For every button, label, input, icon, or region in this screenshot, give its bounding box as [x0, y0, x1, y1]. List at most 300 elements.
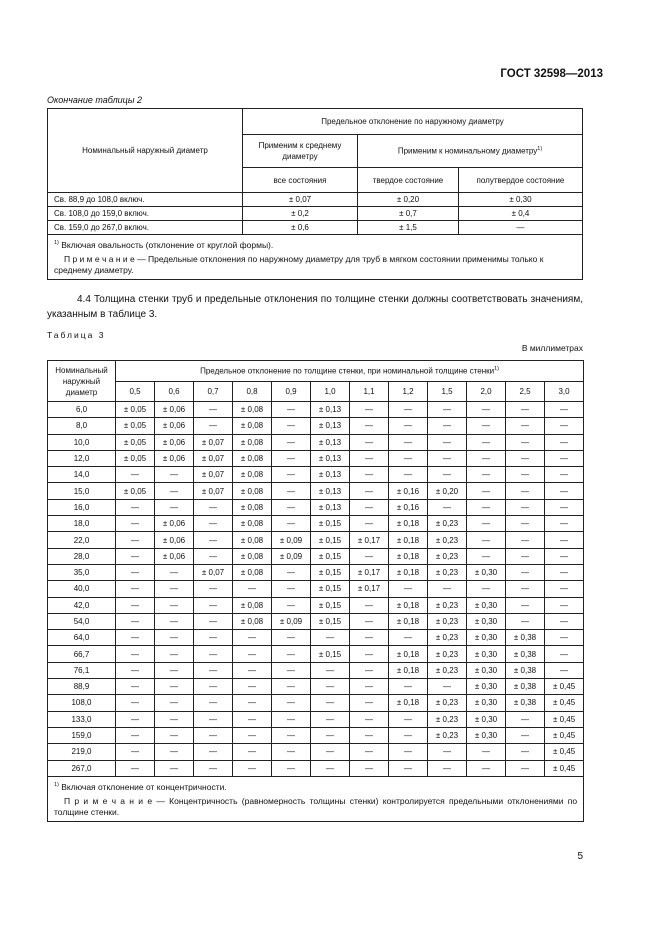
t3-value-cell: —	[155, 695, 194, 711]
table-row	[48, 499, 584, 515]
t3-value-cell: —	[155, 467, 194, 483]
t3-value-cell: —	[350, 499, 389, 515]
table-row	[48, 450, 584, 466]
t3-value-cell: —	[389, 467, 428, 483]
t3-thickness-header: 1,1	[350, 381, 389, 402]
t3-value-cell: ± 0,07	[194, 450, 233, 466]
t3-value-cell: —	[116, 630, 155, 646]
t3-value-cell: ± 0,13	[311, 402, 350, 418]
t3-value-cell: —	[272, 483, 311, 499]
t3-value-cell: —	[116, 760, 155, 776]
t3-value-cell: ± 0,09	[272, 532, 311, 548]
t3-value-cell: —	[272, 711, 311, 727]
t3-thickness-header: 0,7	[194, 381, 233, 402]
t3-diameter-cell: 159,0	[48, 727, 116, 743]
t3-value-cell: —	[272, 581, 311, 597]
t3-value-cell: —	[272, 646, 311, 662]
t3-value-cell: —	[272, 727, 311, 743]
t3-value-cell: —	[155, 662, 194, 678]
t3-value-cell: ± 0,15	[311, 646, 350, 662]
t3-diameter-cell: 108,0	[48, 695, 116, 711]
table-row	[48, 402, 584, 418]
t3-value-cell: —	[116, 662, 155, 678]
t3-value-cell: ± 0,20	[428, 483, 467, 499]
t3-value-cell: —	[428, 450, 467, 466]
t3-value-cell: —	[428, 434, 467, 450]
t3-diameter-cell: 40,0	[48, 581, 116, 597]
t3-diameter-cell: 18,0	[48, 516, 116, 532]
t3-value-cell: —	[194, 418, 233, 434]
t3-value-cell: —	[272, 597, 311, 613]
t3-value-cell: —	[545, 450, 584, 466]
t3-value-cell: ± 0,15	[311, 613, 350, 629]
t3-value-cell: —	[545, 630, 584, 646]
t3-value-cell: ± 0,17	[350, 532, 389, 548]
t3-value-cell: ± 0,05	[116, 418, 155, 434]
t3-value-cell: ± 0,05	[116, 402, 155, 418]
t3-value-cell: —	[506, 613, 545, 629]
t2-notes	[48, 235, 583, 280]
t3-value-cell: —	[350, 450, 389, 466]
t3-value-cell: —	[389, 679, 428, 695]
table-row	[48, 646, 584, 662]
t3-diameter-cell: 35,0	[48, 564, 116, 580]
t3-value-cell: —	[233, 695, 272, 711]
t3-value-cell: —	[116, 679, 155, 695]
t3-diameter-cell: 16,0	[48, 499, 116, 515]
t3-value-cell: —	[506, 499, 545, 515]
t3-value-cell: ± 0,18	[389, 597, 428, 613]
t3-value-cell: —	[233, 744, 272, 760]
t3-value-cell: —	[194, 581, 233, 597]
t3-value-cell: —	[272, 760, 311, 776]
t3-value-cell: ± 0,16	[389, 483, 428, 499]
t3-value-cell: —	[116, 711, 155, 727]
t3-diameter-cell: 28,0	[48, 548, 116, 564]
t3-value-cell: —	[428, 679, 467, 695]
t3-value-cell: ± 0,07	[194, 467, 233, 483]
t3-value-cell: —	[545, 548, 584, 564]
t3-value-cell: ± 0,45	[545, 679, 584, 695]
t3-value-cell: —	[194, 727, 233, 743]
t3-value-cell: —	[233, 760, 272, 776]
t3-value-cell: ± 0,13	[311, 467, 350, 483]
t3-value-cell: —	[506, 434, 545, 450]
t3-diameter-cell: 14,0	[48, 467, 116, 483]
table-row	[48, 434, 584, 450]
table2-continuation-label: Окончание таблицы 2	[47, 95, 142, 105]
t3-value-cell: ± 0,23	[428, 646, 467, 662]
t3-value-cell: —	[194, 402, 233, 418]
t3-value-cell: —	[194, 613, 233, 629]
t3-value-cell: —	[389, 760, 428, 776]
t3-value-cell: —	[272, 434, 311, 450]
t3-value-cell: —	[155, 630, 194, 646]
t3-value-cell: —	[272, 695, 311, 711]
t3-value-cell: ± 0,08	[233, 418, 272, 434]
t3-value-cell: —	[506, 760, 545, 776]
t3-value-cell: ± 0,15	[311, 581, 350, 597]
t3-value-cell: —	[428, 760, 467, 776]
t3-value-cell: —	[545, 434, 584, 450]
t3-value-cell: ± 0,30	[467, 597, 506, 613]
t3-value-cell: ± 0,18	[389, 516, 428, 532]
t3-value-cell: —	[389, 711, 428, 727]
t3-value-cell: —	[272, 516, 311, 532]
t3-value-cell: ± 0,38	[506, 662, 545, 678]
t3-value-cell: ± 0,08	[233, 597, 272, 613]
t2-col-semihard: полутвердое состояние	[458, 168, 582, 193]
t3-value-cell: —	[194, 679, 233, 695]
t3-value-cell: —	[194, 597, 233, 613]
t3-value-cell: ± 0,23	[428, 548, 467, 564]
t2-col-mean: Применим к среднему диаметру	[243, 135, 358, 168]
t3-value-cell: ± 0,18	[389, 613, 428, 629]
t3-diameter-cell: 8,0	[48, 418, 116, 434]
standard-number: ГОСТ 32598—2013	[500, 68, 603, 80]
t3-value-cell: ± 0,08	[233, 450, 272, 466]
t3-value-cell: —	[350, 418, 389, 434]
t3-value-cell: —	[545, 532, 584, 548]
t3-value-cell: —	[116, 532, 155, 548]
t3-value-cell: —	[350, 727, 389, 743]
t3-thickness-header: 2,5	[506, 381, 545, 402]
t3-value-cell: —	[311, 679, 350, 695]
t3-value-cell: —	[506, 483, 545, 499]
t3-diameter-cell: 267,0	[48, 760, 116, 776]
t3-notes	[48, 776, 584, 821]
t3-value-cell: —	[233, 679, 272, 695]
t3-value-cell: ± 0,15	[311, 548, 350, 564]
t3-value-cell: —	[350, 695, 389, 711]
t3-value-cell: ± 0,15	[311, 564, 350, 580]
t3-value-cell: ± 0,30	[467, 727, 506, 743]
t3-value-cell: ± 0,06	[155, 418, 194, 434]
t3-value-cell: —	[545, 597, 584, 613]
t3-value-cell: —	[116, 695, 155, 711]
t3-value-cell: —	[233, 711, 272, 727]
t3-value-cell: —	[428, 402, 467, 418]
t3-value-cell: ± 0,07	[194, 434, 233, 450]
t3-thickness-header: 1,0	[311, 381, 350, 402]
t3-value-cell: —	[194, 662, 233, 678]
t3-value-cell: —	[467, 402, 506, 418]
t3-value-cell: ± 0,08	[233, 613, 272, 629]
t3-value-cell: —	[467, 483, 506, 499]
t3-value-cell: —	[506, 516, 545, 532]
t3-value-cell: —	[350, 516, 389, 532]
t3-value-cell: —	[233, 581, 272, 597]
t3-value-cell: ± 0,06	[155, 548, 194, 564]
t3-value-cell: —	[272, 402, 311, 418]
t3-diameter-cell: 54,0	[48, 613, 116, 629]
t3-value-cell: —	[311, 760, 350, 776]
table-row: Св. 88,9 до 108,0 включ. ± 0,07 ± 0,20 ± 0,30	[48, 193, 583, 207]
t3-diameter-cell: 22,0	[48, 532, 116, 548]
t3-value-cell: —	[506, 564, 545, 580]
t3-value-cell: —	[194, 532, 233, 548]
t2-col-nominal-dia: Применим к номинальному диаметру$^{1)}$	[358, 135, 583, 168]
t3-thickness-header: 1,5	[428, 381, 467, 402]
t3-value-cell: ± 0,38	[506, 695, 545, 711]
t2-col-nominal: Номинальный наружный диаметр	[48, 109, 243, 193]
t3-value-cell: ± 0,15	[311, 597, 350, 613]
table-row	[48, 548, 584, 564]
t3-value-cell: —	[545, 613, 584, 629]
t3-value-cell: ± 0,45	[545, 760, 584, 776]
t3-value-cell: —	[545, 646, 584, 662]
t3-value-cell: —	[116, 646, 155, 662]
t3-thickness-header: 0,5	[116, 381, 155, 402]
t3-value-cell: ± 0,30	[467, 695, 506, 711]
t3-thickness-header: 1,2	[389, 381, 428, 402]
t3-value-cell: ± 0,06	[155, 532, 194, 548]
t3-value-cell: —	[350, 434, 389, 450]
t3-diameter-cell: 10,0	[48, 434, 116, 450]
t3-value-cell: —	[350, 548, 389, 564]
t3-diameter-cell: 219,0	[48, 744, 116, 760]
t3-value-cell: —	[155, 679, 194, 695]
t3-value-cell: —	[311, 662, 350, 678]
t3-value-cell: —	[233, 630, 272, 646]
t3-value-cell: ± 0,18	[389, 646, 428, 662]
t3-value-cell: —	[506, 450, 545, 466]
t3-value-cell: ± 0,23	[428, 711, 467, 727]
t3-value-cell: —	[467, 450, 506, 466]
t3-diameter-cell: 12,0	[48, 450, 116, 466]
t3-value-cell: —	[389, 727, 428, 743]
t2-col-group: Предельное отклонение по наружному диаметру	[243, 109, 583, 135]
t3-value-cell: ± 0,18	[389, 662, 428, 678]
t3-value-cell: —	[428, 467, 467, 483]
t3-value-cell: —	[506, 548, 545, 564]
t3-value-cell: ± 0,08	[233, 434, 272, 450]
t3-value-cell: —	[350, 646, 389, 662]
t3-value-cell: —	[311, 630, 350, 646]
t3-value-cell: —	[389, 418, 428, 434]
t3-value-cell: ± 0,13	[311, 483, 350, 499]
t3-value-cell: ± 0,17	[350, 581, 389, 597]
t3-value-cell: ± 0,38	[506, 630, 545, 646]
t3-value-cell: ± 0,23	[428, 532, 467, 548]
t3-value-cell: —	[272, 499, 311, 515]
t3-value-cell: —	[272, 564, 311, 580]
t3-value-cell: ± 0,30	[467, 630, 506, 646]
t3-value-cell: —	[350, 402, 389, 418]
t3-diameter-cell: 88,9	[48, 679, 116, 695]
t3-value-cell: —	[506, 597, 545, 613]
t3-value-cell: ± 0,23	[428, 516, 467, 532]
t3-col-group: Предельное отклонение по толщине стенки, при номинальной толщине стенки$^{1)}$	[116, 361, 584, 382]
t3-value-cell: ± 0,07	[194, 564, 233, 580]
t3-value-cell: —	[506, 467, 545, 483]
t3-value-cell: ± 0,05	[116, 483, 155, 499]
t3-value-cell: —	[545, 467, 584, 483]
t3-value-cell: ± 0,30	[467, 711, 506, 727]
t3-value-cell: —	[155, 581, 194, 597]
t3-diameter-cell: 133,0	[48, 711, 116, 727]
t3-diameter-cell: 64,0	[48, 630, 116, 646]
table-row	[48, 418, 584, 434]
t3-value-cell: ± 0,18	[389, 695, 428, 711]
t3-value-cell: ± 0,06	[155, 516, 194, 532]
t3-value-cell: ± 0,13	[311, 450, 350, 466]
table-row: Св. 159,0 до 267,0 включ. ± 0,6 ± 1,5 —	[48, 221, 583, 235]
t3-value-cell: ± 0,13	[311, 418, 350, 434]
t3-value-cell: —	[155, 744, 194, 760]
t3-value-cell: —	[272, 630, 311, 646]
t3-value-cell: ± 0,16	[389, 499, 428, 515]
t3-value-cell: ± 0,45	[545, 711, 584, 727]
t3-value-cell: —	[350, 597, 389, 613]
t3-value-cell: ± 0,15	[311, 516, 350, 532]
t3-value-cell: —	[155, 760, 194, 776]
t3-value-cell: —	[389, 402, 428, 418]
t3-value-cell: —	[194, 760, 233, 776]
t3-value-cell: —	[467, 744, 506, 760]
t3-value-cell: —	[350, 760, 389, 776]
t3-value-cell: —	[467, 418, 506, 434]
t3-value-cell: —	[272, 467, 311, 483]
t3-value-cell: —	[545, 402, 584, 418]
t3-value-cell: ± 0,45	[545, 727, 584, 743]
t3-value-cell: ± 0,23	[428, 564, 467, 580]
t3-value-cell: —	[428, 418, 467, 434]
t3-value-cell: ± 0,08	[233, 516, 272, 532]
t3-value-cell: —	[272, 418, 311, 434]
t3-value-cell: —	[116, 727, 155, 743]
t2-note: П р и м е ч а н и е — Предельные отклонения по наружному диаметру для труб в мягком состоянии применимы только к среднему диаметру.	[54, 253, 544, 275]
t3-value-cell: ± 0,23	[428, 613, 467, 629]
t3-value-cell: —	[545, 499, 584, 515]
t3-col-nominal: Номинальный наружный диаметр	[48, 361, 116, 402]
table-row	[48, 467, 584, 483]
t2-col-hard: твердое состояние	[358, 168, 459, 193]
t3-value-cell: —	[194, 646, 233, 662]
t3-thickness-header: 0,6	[155, 381, 194, 402]
t3-value-cell: —	[194, 516, 233, 532]
t3-value-cell: —	[350, 483, 389, 499]
t3-value-cell: —	[350, 679, 389, 695]
t3-value-cell: —	[467, 548, 506, 564]
paragraph-4-4: 4.4 Толщина стенки труб и предельные отклонения по толщине стенки должны соответствовать значениям, указанным в таблице 3.	[47, 294, 583, 320]
t3-value-cell: —	[467, 434, 506, 450]
t3-value-cell: —	[155, 711, 194, 727]
t3-value-cell: —	[428, 499, 467, 515]
t3-value-cell: ± 0,08	[233, 548, 272, 564]
t3-value-cell: ± 0,09	[272, 548, 311, 564]
t3-value-cell: ± 0,08	[233, 483, 272, 499]
table-row	[48, 760, 584, 776]
table-row	[48, 483, 584, 499]
t3-value-cell: —	[194, 499, 233, 515]
t3-value-cell: —	[155, 727, 194, 743]
t3-value-cell: ± 0,18	[389, 548, 428, 564]
table-row	[48, 662, 584, 678]
t3-value-cell: ± 0,38	[506, 646, 545, 662]
t3-value-cell: —	[389, 581, 428, 597]
table-row	[48, 613, 584, 629]
t3-value-cell: —	[506, 402, 545, 418]
t3-value-cell: —	[389, 630, 428, 646]
t3-value-cell: —	[116, 613, 155, 629]
t3-value-cell: —	[467, 516, 506, 532]
t3-value-cell: ± 0,45	[545, 695, 584, 711]
t3-value-cell: ± 0,45	[545, 744, 584, 760]
t3-value-cell: ± 0,38	[506, 679, 545, 695]
table-row	[48, 727, 584, 743]
t3-value-cell: —	[350, 613, 389, 629]
t3-value-cell: —	[194, 711, 233, 727]
t3-value-cell: ± 0,30	[467, 613, 506, 629]
t3-value-cell: —	[272, 450, 311, 466]
table-row	[48, 597, 584, 613]
t3-value-cell: —	[233, 727, 272, 743]
t3-value-cell: ± 0,07	[194, 483, 233, 499]
t3-value-cell: ± 0,15	[311, 532, 350, 548]
t3-value-cell: —	[545, 516, 584, 532]
t3-value-cell: ± 0,08	[233, 564, 272, 580]
t3-value-cell: ± 0,08	[233, 467, 272, 483]
t3-value-cell: —	[116, 516, 155, 532]
t3-footnote: $^{1)}$ Включая отклонение от концентричности.	[54, 781, 227, 792]
t3-value-cell: —	[272, 679, 311, 695]
table-row	[48, 516, 584, 532]
t3-value-cell: ± 0,08	[233, 499, 272, 515]
t3-value-cell: —	[389, 434, 428, 450]
t3-diameter-cell: 42,0	[48, 597, 116, 613]
t3-value-cell: —	[155, 646, 194, 662]
t3-value-cell: —	[116, 467, 155, 483]
t3-value-cell: ± 0,30	[467, 679, 506, 695]
t3-diameter-cell: 76,1	[48, 662, 116, 678]
t3-value-cell: —	[467, 581, 506, 597]
t3-value-cell: —	[116, 744, 155, 760]
table-row: Св. 108,0 до 159,0 включ. ± 0,2 ± 0,7 ± 0,4	[48, 207, 583, 221]
t3-value-cell: —	[545, 483, 584, 499]
t3-value-cell: ± 0,13	[311, 499, 350, 515]
t3-value-cell: —	[155, 597, 194, 613]
t3-value-cell: ± 0,08	[233, 402, 272, 418]
t3-value-cell: ± 0,23	[428, 662, 467, 678]
t3-value-cell: —	[155, 564, 194, 580]
t3-value-cell: ± 0,17	[350, 564, 389, 580]
t3-value-cell: —	[155, 613, 194, 629]
t3-value-cell: —	[233, 662, 272, 678]
t3-value-cell: —	[545, 564, 584, 580]
t3-value-cell: —	[311, 695, 350, 711]
t3-value-cell: ± 0,30	[467, 646, 506, 662]
t3-value-cell: —	[350, 630, 389, 646]
t3-value-cell: ± 0,05	[116, 450, 155, 466]
t3-value-cell: —	[116, 499, 155, 515]
t3-thickness-header: 3,0	[545, 381, 584, 402]
t3-value-cell: —	[506, 532, 545, 548]
t3-value-cell: —	[350, 744, 389, 760]
t3-value-cell: —	[350, 662, 389, 678]
t3-value-cell: —	[506, 581, 545, 597]
t3-value-cell: —	[194, 630, 233, 646]
t3-value-cell: —	[311, 711, 350, 727]
t3-value-cell: —	[194, 744, 233, 760]
page-number: 5	[577, 851, 583, 862]
t3-value-cell: —	[155, 483, 194, 499]
table-row	[48, 564, 584, 580]
t3-value-cell: —	[506, 727, 545, 743]
t2-col-all: все состояния	[243, 168, 358, 193]
t3-value-cell: ± 0,08	[233, 532, 272, 548]
t3-value-cell: —	[311, 727, 350, 743]
